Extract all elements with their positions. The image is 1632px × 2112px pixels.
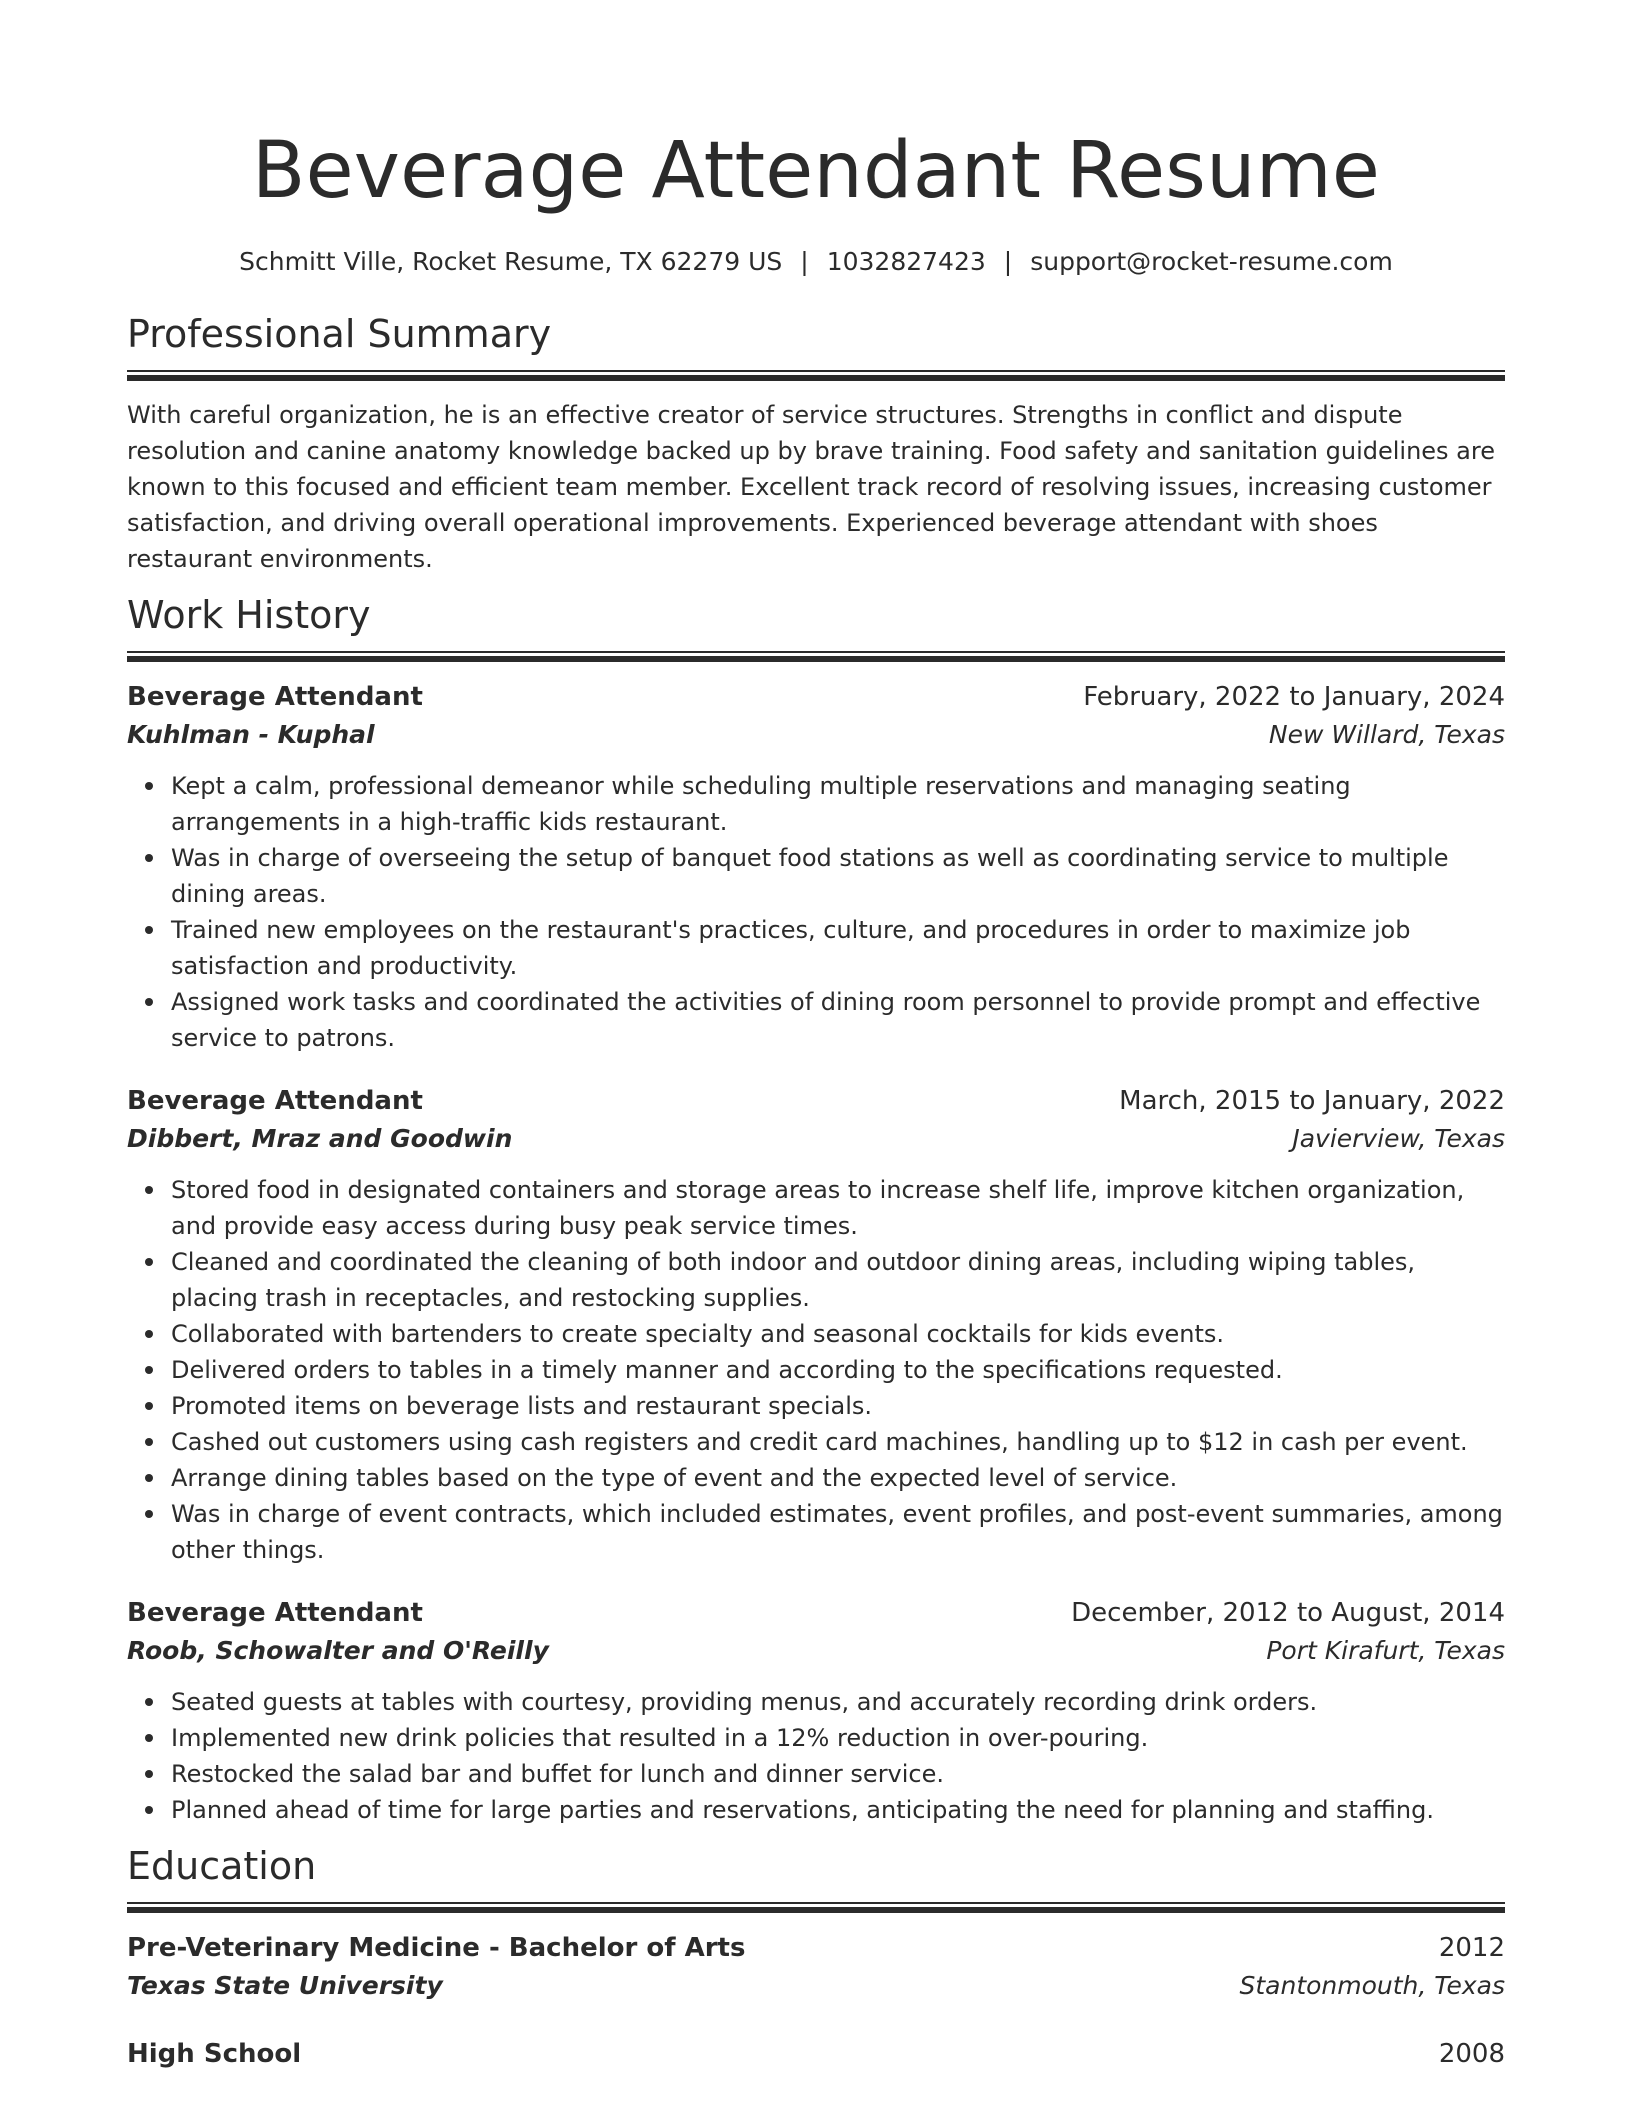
job-bullet: Was in charge of overseeing the setup of banquet food stations as well as coordinating service to multiple dining areas. xyxy=(171,840,1505,912)
job-bullet: Planned ahead of time for large parties and reservations, anticipating the need for planning and staffing. xyxy=(171,1792,1505,1828)
education-section xyxy=(127,1842,1505,2073)
education-header-row xyxy=(127,2035,1505,2073)
job-bullet: Trained new employees on the restaurant's practices, culture, and procedures in order to maximize job satisfaction and productivity. xyxy=(171,912,1505,984)
job-bullets xyxy=(127,1172,1505,1568)
education-header-row xyxy=(127,1929,1505,1967)
contact-address: Schmitt Ville, Rocket Resume, TX 62279 US xyxy=(239,247,783,276)
job-dates: February, 2022 to January, 2024 xyxy=(1083,682,1505,712)
education-entry xyxy=(127,2035,1505,2073)
education-year: 2012 xyxy=(1438,1933,1505,1963)
job-company: Dibbert, Mraz and Goodwin xyxy=(127,1124,513,1153)
section-heading-education: Education xyxy=(127,1844,317,1888)
job-title: Beverage Attendant xyxy=(127,1086,423,1116)
education-school: Texas State University xyxy=(127,1971,443,2000)
job-company-row xyxy=(127,1120,1505,1158)
job-location: New Willard, Texas xyxy=(1268,720,1505,749)
education-location: Stantonmouth, Texas xyxy=(1239,1971,1505,2000)
job-bullet: Was in charge of event contracts, which included estimates, event profiles, and post-event summaries, among other things. xyxy=(171,1496,1505,1568)
resume-title: Beverage Attendant Resume xyxy=(251,126,1381,216)
job-bullet: Arrange dining tables based on the type of event and the expected level of service. xyxy=(171,1460,1505,1496)
summary-section xyxy=(127,310,1505,577)
job-location: Port Kirafurt, Texas xyxy=(1266,1636,1505,1665)
job-bullet: Implemented new drink policies that resulted in a 12% reduction in over-pouring. xyxy=(171,1720,1505,1756)
section-divider xyxy=(127,1902,1505,1913)
job-bullet: Cashed out customers using cash registers and credit card machines, handling up to $12 in cash per event. xyxy=(171,1424,1505,1460)
section-divider xyxy=(127,370,1505,381)
job-company: Kuhlman - Kuphal xyxy=(127,720,375,749)
job-company-row xyxy=(127,716,1505,754)
job-entry xyxy=(127,678,1505,1056)
job-title: Beverage Attendant xyxy=(127,682,423,712)
contact-email: support@rocket-resume.com xyxy=(1030,247,1393,276)
job-bullet: Cleaned and coordinated the cleaning of both indoor and outdoor dining areas, including wiping tables, placing trash in receptacles, and restocking supplies. xyxy=(171,1244,1505,1316)
job-bullet: Promoted items on beverage lists and restaurant specials. xyxy=(171,1388,1505,1424)
job-bullet: Assigned work tasks and coordinated the activities of dining room personnel to provide prompt and effective service to patrons. xyxy=(171,984,1505,1056)
education-entry xyxy=(127,1929,1505,2005)
job-bullet: Delivered orders to tables in a timely manner and according to the specifications requested. xyxy=(171,1352,1505,1388)
job-location: Javierview, Texas xyxy=(1292,1124,1505,1153)
job-entry xyxy=(127,1594,1505,1828)
job-bullet: Collaborated with bartenders to create specialty and seasonal cocktails for kids events. xyxy=(171,1316,1505,1352)
job-bullet: Kept a calm, professional demeanor while scheduling multiple reservations and managing seating arrangements in a high-traffic kids restaurant. xyxy=(171,768,1505,840)
summary-text: With careful organization, he is an effective creator of service structures. Strengths in conflict and dispute resolution and canine anatomy knowledge backed up by brave training. Food safety and sanitation guidelines are known to this focused and efficient team member. Excellent track record of resolving issues, increasing customer satisfaction, and driving overall operational improvements. Experienced beverage attendant with shoes restaurant environments. xyxy=(127,401,1495,573)
contact-separator: | xyxy=(800,247,809,276)
education-year: 2008 xyxy=(1438,2039,1505,2069)
job-title: Beverage Attendant xyxy=(127,1598,423,1628)
section-divider xyxy=(127,651,1505,662)
job-entry xyxy=(127,1082,1505,1568)
education-school-row xyxy=(127,1967,1505,2005)
section-heading-summary: Professional Summary xyxy=(127,312,552,356)
job-dates: March, 2015 to January, 2022 xyxy=(1119,1086,1505,1116)
education-degree: Pre-Veterinary Medicine - Bachelor of Arts xyxy=(127,1933,746,1963)
job-header-row xyxy=(127,1594,1505,1632)
job-bullet: Stored food in designated containers and storage areas to increase shelf life, improve kitchen organization, and provide easy access during busy peak service times. xyxy=(171,1172,1505,1244)
job-company-row xyxy=(127,1632,1505,1670)
section-heading-work-history: Work History xyxy=(127,593,371,637)
work-history-section xyxy=(127,591,1505,1828)
job-bullets xyxy=(127,1684,1505,1828)
contact-line xyxy=(127,246,1505,278)
education-degree: High School xyxy=(127,2039,302,2069)
job-bullets xyxy=(127,768,1505,1056)
contact-separator: | xyxy=(1003,247,1013,276)
job-header-row xyxy=(127,678,1505,716)
job-dates: December, 2012 to August, 2014 xyxy=(1071,1598,1505,1628)
job-bullet: Seated guests at tables with courtesy, providing menus, and accurately recording drink orders. xyxy=(171,1684,1505,1720)
job-company: Roob, Schowalter and O'Reilly xyxy=(127,1636,549,1665)
job-bullet: Restocked the salad bar and buffet for lunch and dinner service. xyxy=(171,1756,1505,1792)
job-header-row xyxy=(127,1082,1505,1120)
contact-phone: 1032827423 xyxy=(826,247,986,276)
